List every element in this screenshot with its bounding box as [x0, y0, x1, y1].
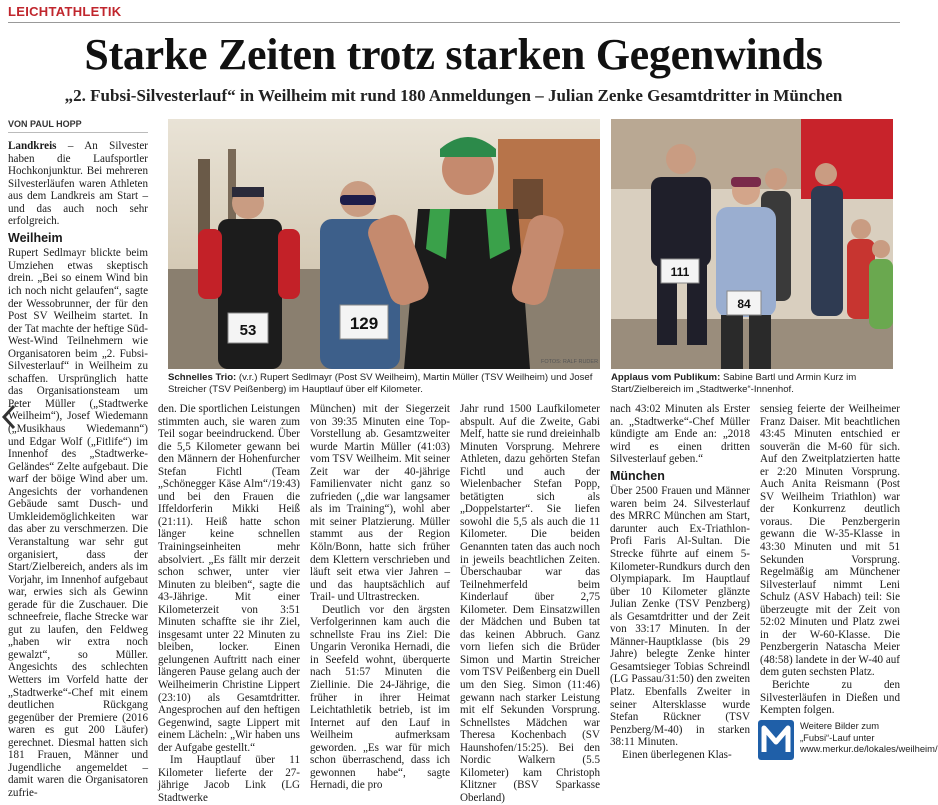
runners-photo-illustration: [168, 119, 600, 369]
photo-applaus-publikum: [611, 119, 893, 369]
paragraph: Jahr rund 1500 Laufkilometer abspult. Auf die Zweite, Gabi Melf, hatte sie rund dreieinhalb Minuten Vorsprung. Mehrere Athleten, dazu gehörten Stefan Fichtl und auch der Wielenbacher Stefan Popp, betätigten sich als „Doppelstarter“. Sie liefen sowohl die 5,5 als auch die 11 Kilometer. Die beiden Genannten taten das auch noch in jeweils beachtlichen Zeiten. Überschaubar war das Teilnehmerfeld beim Kinderlauf über 2,75 Kilometer. Dem Einsatzwillen der Mädchen und Buben tat das keinen Abbruch. Ganz vorn liefen sich die Brüder Simon und Martin Streicher vom TSV Peißenberg ein Duell um den Sieg. Simon (11:46) gewann nach starker Leistung mit elf Sekunden Vorsprung. Schnellstes Mädchen war Theresa Kochenbach (SV Haunshofen/15:25). Bei den Nordic Walkern (5.5 Kilometer) kam Christoph Klitzner (BSV Sparkasse Oberland): [460, 403, 600, 804]
more-photos-promo[interactable]: [758, 718, 938, 768]
article-column-2: [158, 403, 300, 804]
paragraph: den. Die sportlichen Leistungen stimmten auch, sie waren zum Teil sogar beeindruckend. Über die 5,5 Kilometer gewann bei den Männern der Hohenfurcher Stefan Fichtl (Team „Schönegger Käse Alm“/19:43) und bei den Frauen die Iffeldorferin Mikki Heiß (21:11). Heiß hatte schon länger keine schnellen Trainingseinheiten mehr absolviert. „Es fällt mir derzeit schon schwer, unter vier Minuten zu bleiben“, sagte die 43-Jährige. Mit einer Kilometerzeit von 3:51 Minuten schaffte sie ihr Ziel, insgesamt unter 22 Minuten zu bleiben, locker. Einen gelungenen Auftritt nach einer längeren Pause gelang auch der Weilheimerin Christine Lippert (23:10) als Gesamtdritter. Angesprochen auf den heftigen Gegenwind, sagte Lippert mit einem Lächeln: „Wir haben uns der Aufgabe gestellt.“: [158, 403, 300, 754]
crowd-photo-illustration: [611, 119, 893, 369]
bib-number: 129: [349, 314, 379, 333]
paragraph: Berichte zu den Silvesterläufen in Dießen und Kempten folgen.: [760, 679, 900, 717]
previous-page-arrow-icon[interactable]: [0, 404, 18, 430]
article-subheadline: „2. Fubsi-Silvesterlauf“ in Weilheim mit rund 180 Anmeldungen – Julian Zenke Gesamtdritter in München: [64, 86, 843, 105]
byline-divider: [8, 132, 148, 133]
subheading-weilheim: Weilheim: [8, 230, 63, 245]
photo-caption-2: Applaus vom Publikum: Sabine Bartl und Armin Kurz im Start/Zielbereich im „Stadtwerke“-Innenhof.: [611, 372, 857, 395]
paragraph: Über 2500 Frauen und Männer waren beim 24. Silvesterlauf des MRRC München am Start, darunter auch Ex-Triathlon-Profi Faris Al-Sultan. Die Strecke führte auf einem 5-Kilometer-Rundkurs durch den Olympiapark. Im Hauptlauf über 10 Kilometer glänzte Julian Zenke (TSV Penzberg) als Gesamtdritter und der Zeit von 33:17 Minuten. In der Männer-Hauptklasse (bis 29 Jahre) belegte Zenke hinter Gesamtsieger Tobias Schreindl (LG Passau/31:50) den zweiten Platz. Ebenfalls Zweiter in seiner Altersklasse wurde Stefan Rückner (TSV Penzberg/M-40) in starken 38:11 Minuten.: [610, 485, 750, 749]
photo-caption-1: Schnelles Trio: (v.r.) Rupert Sedlmayr (Post SV Weilheim), Martin Müller (TSV Weilheim) und Josef Streicher (TSV Peißenberg) im Hauptlauf über elf Kilometer.: [168, 372, 593, 395]
article-column-3: [310, 403, 450, 792]
byline: VON PAUL HOPP: [8, 119, 82, 129]
paragraph: Einen überlegenen Klas-: [622, 748, 732, 761]
paragraph: Deutlich vor den ärgsten Verfolgerinnen kam auch die schnellste Frau ins Ziel: Die Ungarin Veronika Hernadi, die in Seefeld wohnt, überquerte nach 51:57 Minuten die Ziellinie. Die 24-Jährige, die früher in ihrer Heimat Leichtathletik betrieb, ist im Internet auf den Lauf in Weilheim aufmerksam geworden. „Es war für mich schon überraschend, dass ich gewonnen habe“, sagte Hernadi, die pro: [310, 603, 450, 792]
promo-text: Weitere Bilder zum „Fubsi“-Lauf unter www.merkur.de/lokales/weilheim/: [800, 720, 938, 754]
lead-paragraph: Landkreis – An Silvester haben die Laufsportler Hochkonjunktur. Bei mehreren Silvesterläufen waren Athleten aus dem Landkreis am Start – und das auch noch sehr erfolgreich.: [8, 140, 148, 228]
bib-number: 53: [239, 322, 257, 339]
paragraph: Rupert Sedlmayr blickte beim Umziehen etwas skeptisch drein. „Bei so einem Wind bin ich noch nicht gelaufen“, sagte der Wessobrunner, der für den Post SV Weilheim startet. In der Tat machte der heftige Süd-West-Wind Teilnehmern wie Organisatoren beim „2. Fubsi-Silvesterlauf“ in Weilheim zu schaffen. Ursprünglich hatte das Organisationsteam um Peter Müller („Stadtwerke Weilheim“), Josef Wiedemann („Musikhaus Wiedemann“) und Edgar Wolf („Fitlife“) im Innenhof des „Stadtwerke-Geländes“ Zelte aufgebaut. Die warf der böige Wind aber um. Angesichts der vorhandenen Gebäude samt Dusch- und Umkleidemöglichkeiten war das aber zu verschmerzen. Die Veranstaltung war sehr gut organisiert, dass der Start/Zielbereich, anders als im Vorjahr, im Innenhof aufgebaut war, erwies sich als Gewinn gerade für die Zuschauer. Die schneefreie, flache Strecke war gut zu laufen, den Feldweg „haben wir extra noch gewalzt“, so Müller. Angesichts des schlechten Wetters im Vorfeld hatte der „Stadtwerke“-Chef mit einem deutlichen Rückgang gegenüber der Premiere (2016 waren es gut 200 Läufer) gerechnet. Diesmal hatten sich 181 Frauen, Männer und Jugendliche angemeldet – damit waren die Organisatoren zufrie-: [8, 247, 148, 799]
article-column-5: [610, 403, 750, 771]
paragraph: Im Hauptlauf über 11 Kilometer lieferte der 27-jährige Jacob Link (LG Stadtwerke: [158, 754, 300, 804]
photo-schnelles-trio: [168, 119, 600, 369]
paragraph: nach 43:02 Minuten als Erster an. „Stadtwerke“-Chef Müller kündigte am Ende an: „2018 wird es einen dritten Silvesterlauf geben.“: [610, 403, 750, 466]
dateline: Landkreis: [8, 140, 57, 152]
bib-number: 84: [737, 297, 751, 311]
article-column-4: [460, 403, 600, 804]
rubric-divider: [8, 22, 900, 23]
subheading-muenchen: München: [610, 468, 665, 483]
section-rubric: LEICHTATHLETIK: [8, 4, 122, 19]
paragraph: sensieg feierte der Weilheimer Franz Daiser. Mit beachtlichen 43:45 Minuten entschied er souverän die M-60 für sich. Auf den Zweitplatzierten hatte er 2:20 Minuten Vorsprung. Auch Anita Reismann (Post SV Weilheim Triathlon) war der Konkurrenz deutlich voraus. Die Penzbergerin gewann die W-35-Klasse in 43:30 Minuten und mit 51 Sekunden Vorsprung. Regelmäßig am Münchener Silvesterlauf nimmt Leni Schulz (ASV Habach) teil: Sie überzeugte mit der Zeit von 52:02 Minuten und Platz zwei in der W-60-Klasse. Die Penzbergerin Natascha Meier (48:58) landete in der W-40 auf dem guten sechsten Platz.: [760, 403, 900, 679]
bib-number: 111: [670, 265, 690, 279]
article-column-1: [8, 140, 148, 799]
promo-link[interactable]: www.merkur.de/lokales/weilheim/: [800, 743, 938, 754]
article-column-6: [760, 403, 900, 715]
merkur-logo-icon: [758, 720, 794, 760]
article-headline: Starke Zeiten trotz starken Gegenwinds: [84, 30, 823, 79]
photo-credit: FOTOS: RALF RUDER: [541, 359, 599, 365]
paragraph: München) mit der Siegerzeit von 39:35 Minuten eine Top-Vorstellung ab. Gesamtzweiter wurde Martin Müller (41:03) vom TSV Weilheim. Mit seiner Zeit war der 40-jährige Familienvater nicht ganz so zufrieden („die war langsamer als im Training“), wohl aber mit seiner Platzierung. Müller stammt aus der Region Köln/Bonn, hatte sich früher dem Klettern verschrieben und läuft seit etwa vier Jahren – und das hauptsächlich auf Trail- und Ultrastrecken.: [310, 403, 450, 604]
